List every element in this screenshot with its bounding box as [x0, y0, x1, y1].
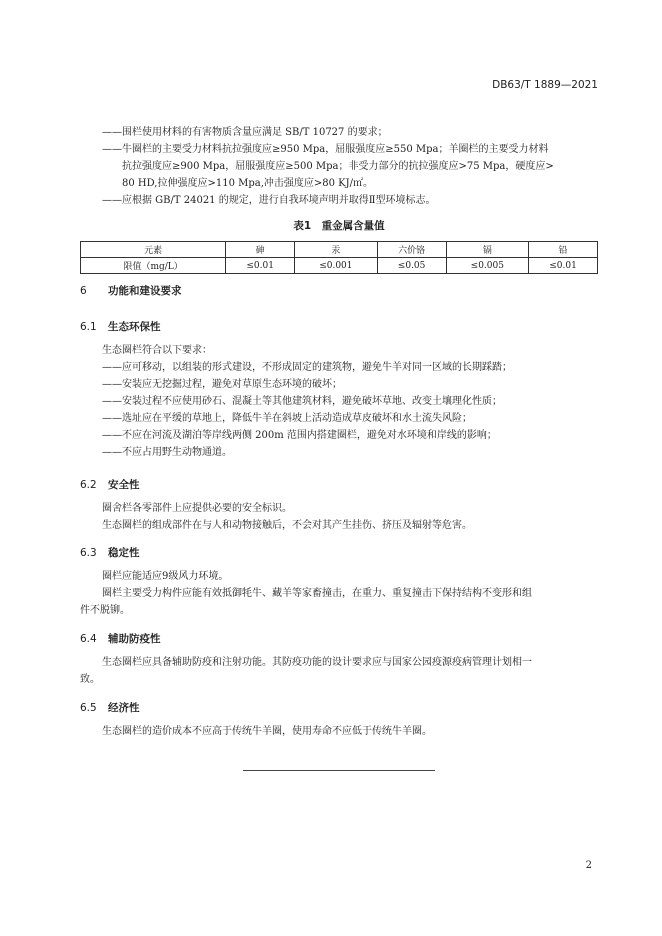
paragraph-line: 圈栏主要受力构件应能有效抵御牦牛、藏羊等家畜撞击，在重力、重复撞击下保持结构不变形和组: [102, 588, 532, 599]
section-6-heading: 6 功能和建设要求: [80, 285, 182, 297]
list-item: ——安装应无挖掘过程，避免对草原生态环境的破坏；: [102, 379, 342, 390]
table-cell: ≤0.01: [529, 258, 598, 274]
bullet-line: ——围栏使用材料的有害物质含量应满足 SB/T 10727 的要求；: [102, 127, 388, 138]
list-item: ——应可移动，以组装的形式建设，不形成固定的建筑物，避免牛羊对同一区域的长期踩踏；: [102, 362, 512, 373]
paragraph-line: 圈栏应能适应9级风力环境。: [102, 571, 229, 582]
list-item: ——不应在河流及湖泊等岸线两侧 200m 范围内搭建圈栏，避免对水环境和岸线的影响；: [102, 430, 497, 441]
paragraph-line: 件不脱铆。: [80, 605, 130, 616]
list-item: ——安装过程不应使用砂石、混凝土等其他建筑材料，避免破坏草地、改变土壤理化性质；: [102, 396, 502, 407]
table-cell: ≤0.01: [226, 258, 295, 274]
requirements-bullets: [80, 124, 598, 274]
section-6-1-intro: 生态圈栏符合以下要求：: [102, 345, 212, 356]
table-header-cell: 六价铬: [377, 242, 446, 258]
table-cell: ≤0.005: [446, 258, 529, 274]
section-6-3-heading: 6.3 稳定性: [80, 547, 140, 559]
bullet-line: ——牛圈栏的主要受力材料抗拉强度应≥950 Mpa，屈服强度应≥550 Mpa；羊圈栏的主要受力材料: [102, 144, 549, 155]
paragraph-line: 生态圈栏应具备辅助防疫和注射功能。其防疫功能的设计要求应与国家公园疫源疫病管理计划相一: [102, 657, 532, 668]
bullet-continuation: 抗拉强度应≥900 Mpa，屈服强度应≥500 Mpa；非受力部分的抗拉强度应>75 Mpa，硬度应>: [122, 161, 554, 172]
bullet-continuation: 80 HD,拉伸强度应>110 Mpa,冲击强度应>80 KJ/㎡。: [122, 178, 374, 189]
heavy-metal-table: [80, 241, 598, 274]
paragraph-line: 圈舍栏各零部件上应提供必要的安全标识。: [102, 503, 292, 514]
bullet-line: ——应根据 GB/T 24021 的规定，进行自我环境声明并取得Ⅱ型环境标志。: [102, 195, 436, 206]
paragraph-line: 生态圈栏的组成部件在与人和动物接触后，不会对其产生挂伤、挤压及辐射等危害。: [102, 520, 472, 531]
table-cell: ≤0.05: [377, 258, 446, 274]
section-6-5: [80, 700, 598, 740]
paragraph-line: 生态圈栏的造价成本不应高于传统牛羊圈，使用寿命不应低于传统牛羊圈。: [102, 726, 432, 737]
section-6-1: [80, 319, 598, 461]
section-6-5-heading: 6.5 经济性: [80, 702, 140, 714]
table-header-row: [81, 242, 598, 258]
table-caption: 表1 重金属含量值: [293, 220, 385, 232]
section-6-2-heading: 6.2 安全性: [80, 479, 140, 491]
table-cell: ≤0.001: [295, 258, 378, 274]
section-6-3: [80, 545, 598, 619]
section-6-1-heading: 6.1 生态环保性: [80, 321, 161, 333]
table-row: [81, 258, 598, 274]
list-item: ——不应占用野生动物通道。: [102, 447, 232, 458]
standard-code: DB63/T 1889—2021: [492, 79, 598, 91]
table-header-cell: 元素: [81, 242, 226, 258]
table-cell: 限值（mg/L）: [81, 258, 226, 274]
end-rule: [243, 770, 435, 771]
page-number: 2: [585, 860, 592, 871]
table-header-cell: 镉: [446, 242, 529, 258]
section-6-4-heading: 6.4 辅助防疫性: [80, 633, 161, 645]
paragraph-line: 致。: [80, 674, 100, 685]
table-header-cell: 铅: [529, 242, 598, 258]
table-header-cell: 砷: [226, 242, 295, 258]
list-item: ——选址应在平缓的草地上，降低牛羊在斜坡上活动造成草皮破坏和水土流失风险；: [102, 413, 472, 424]
section-6-4: [80, 631, 598, 688]
table-header-cell: 汞: [295, 242, 378, 258]
section-6-2: [80, 477, 598, 534]
